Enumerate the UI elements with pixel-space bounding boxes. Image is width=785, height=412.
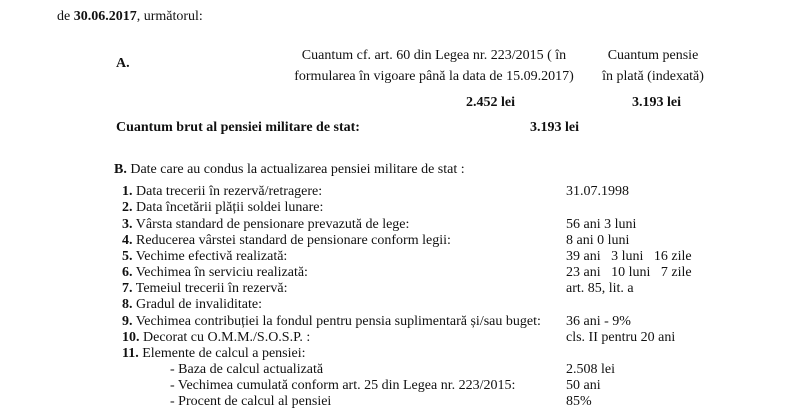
- intro-line: [57, 9, 203, 25]
- row-value: art. 85, lit. a: [566, 281, 634, 296]
- gross-pension-label: Cuantum brut al pensiei militare de stat:: [116, 120, 360, 135]
- row-label: Vechimea contribuției la fondul pentru pensia suplimentară și/sau buget:: [132, 314, 541, 329]
- col2-header-line1: Cuantum pensie: [607, 48, 699, 63]
- row-value: 36 ani - 9%: [566, 314, 631, 329]
- row-number: 10.: [122, 330, 140, 345]
- row-number: 9.: [122, 314, 133, 329]
- section-a-col2-value: 3.193 lei: [632, 95, 681, 110]
- data-row-10: [122, 330, 676, 346]
- row-label: Gradul de invaliditate:: [132, 297, 262, 312]
- row-number: 2.: [122, 200, 133, 215]
- data-row-6: [122, 265, 692, 281]
- data-row-8: [122, 297, 262, 313]
- row-label: Temeiul trecerii în rezervă:: [132, 281, 288, 296]
- row-label: Data trecerii în rezervă/retragere:: [132, 184, 323, 199]
- section-b-label: B.: [114, 162, 127, 177]
- subrow-label: - Vechimea cumulată conform art. 25 din Legea nr. 223/2015:: [170, 378, 516, 393]
- row-value: cls. II pentru 20 ani: [566, 330, 676, 345]
- col2-header-line2: în plată (indexată): [602, 69, 704, 84]
- data-row-1: [122, 184, 629, 200]
- data-row-11: [122, 346, 306, 362]
- section-a-label: A.: [116, 56, 130, 71]
- row-label: Vechimea în serviciu realizată:: [132, 265, 308, 280]
- subrow-label: - Baza de calcul actualizată: [170, 362, 324, 377]
- row-number: 6.: [122, 265, 133, 280]
- subrow-value: 2.508 lei: [566, 362, 615, 377]
- data-row-3: [122, 217, 637, 233]
- row-number: 3.: [122, 217, 133, 232]
- subrow-value: 85%: [566, 394, 592, 409]
- calc-subrow-base: [170, 362, 615, 378]
- row-value: 56 ani 3 luni: [566, 217, 637, 232]
- section-a-col1-value: 2.452 lei: [466, 95, 515, 110]
- row-value: 39 ani 3 luni 16 zile: [566, 249, 692, 264]
- row-label: Decorat cu O.M.M./S.O.S.P. :: [139, 330, 311, 345]
- data-row-5: [122, 249, 692, 265]
- col1-header-line2: formularea în vigoare până la data de 15.09.2017): [294, 69, 574, 84]
- data-row-7: [122, 281, 634, 297]
- row-number: 11.: [122, 346, 139, 361]
- data-row-4: [122, 233, 630, 249]
- calc-subrow-seniority: [170, 378, 601, 394]
- data-row-2: [122, 200, 323, 216]
- section-a-col1-header: [284, 45, 584, 87]
- row-label: Data încetării plății soldei lunare:: [132, 200, 324, 215]
- row-number: 1.: [122, 184, 133, 199]
- row-number: 4.: [122, 233, 133, 248]
- section-b-title: [114, 162, 465, 178]
- row-label: Reducerea vârstei standard de pensionare conform legii:: [132, 233, 451, 248]
- row-value: 23 ani 10 luni 7 zile: [566, 265, 692, 280]
- row-value: 8 ani 0 luni: [566, 233, 630, 248]
- col1-header-line1: Cuantum cf. art. 60 din Legea nr. 223/2015 ( în: [301, 48, 567, 63]
- row-value: 31.07.1998: [566, 184, 629, 199]
- gross-pension-value: 3.193 lei: [530, 120, 579, 135]
- row-label: Vechime efectivă realizată:: [132, 249, 288, 264]
- subrow-label: - Procent de calcul al pensiei: [170, 394, 332, 409]
- row-number: 8.: [122, 297, 133, 312]
- row-label: Vârsta standard de pensionare prevazută de lege:: [132, 217, 410, 232]
- calc-subrow-percent: [170, 394, 592, 410]
- row-number: 5.: [122, 249, 133, 264]
- cropped-top-line: [0, 0, 785, 4]
- row-label: Elemente de calcul a pensiei:: [138, 346, 306, 361]
- subrow-value: 50 ani: [566, 378, 601, 393]
- section-a-col2-header: [588, 45, 718, 87]
- intro-suffix: , următorul:: [136, 9, 203, 24]
- row-number: 7.: [122, 281, 133, 296]
- intro-prefix: de: [57, 9, 74, 24]
- section-b-title-text: Date care au condus la actualizarea pensiei militare de stat :: [126, 162, 465, 177]
- data-row-9: [122, 314, 631, 330]
- intro-date: 30.06.2017: [73, 9, 137, 24]
